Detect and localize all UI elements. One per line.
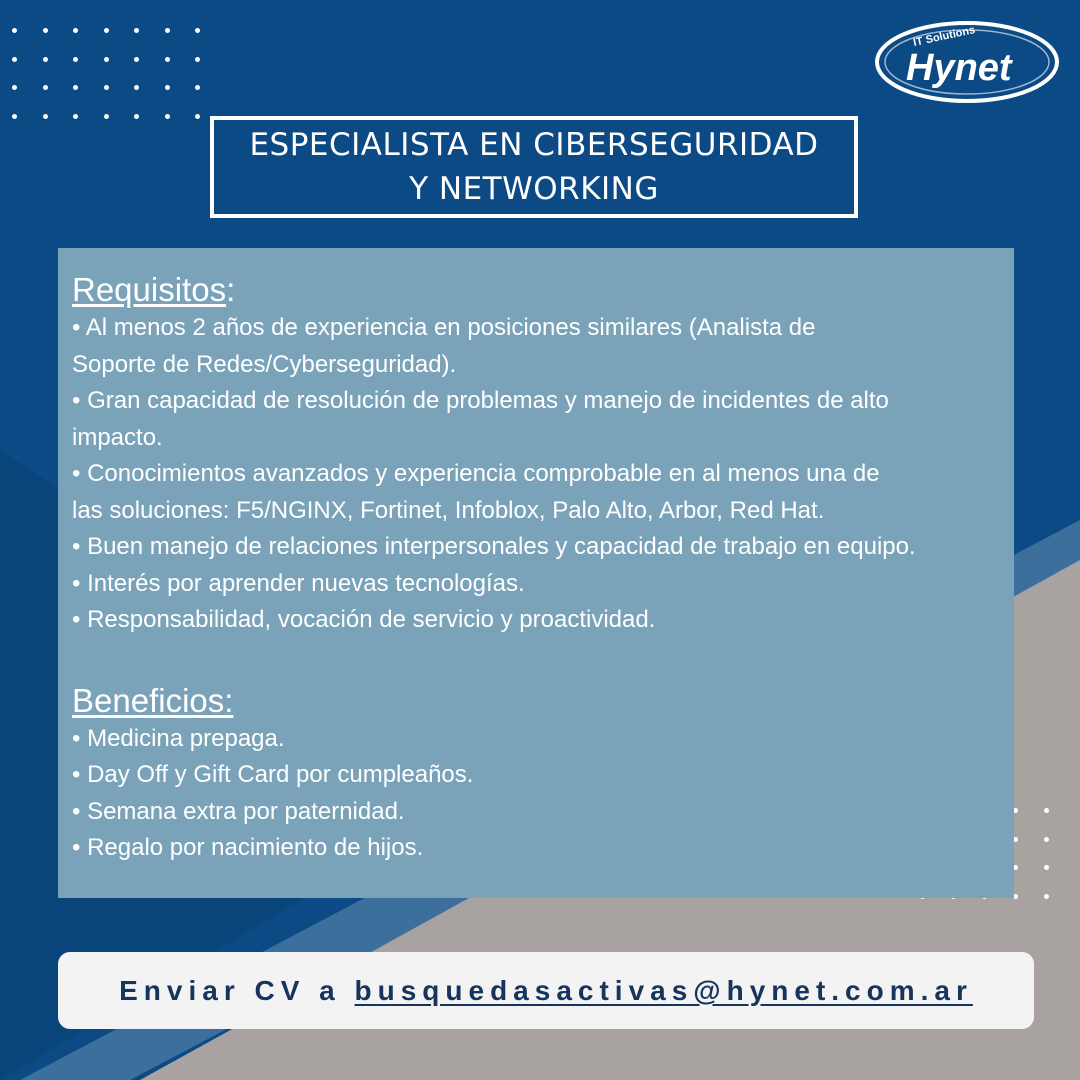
list-item: • Medicina prepaga. <box>72 724 285 752</box>
beneficios-heading-text: Beneficios: <box>72 681 234 719</box>
logo-brand-text: Hynet <box>906 47 1012 89</box>
beneficios-heading <box>72 681 1000 721</box>
email-link[interactable]: busquedasactivas@hynet.com.ar <box>354 974 973 1006</box>
send-cv-banner <box>58 952 1034 1029</box>
list-item: las soluciones: F5/NGINX, Fortinet, Infoblox, Palo Alto, Arbor, Red Hat. <box>72 496 825 524</box>
beneficios-list <box>72 721 1000 867</box>
list-item: • Al menos 2 años de experiencia en posiciones similares (Analista de <box>72 314 816 341</box>
list-item: • Conocimientos avanzados y experiencia comprobable en al menos una de <box>72 460 880 487</box>
title-line-1: ESPECIALISTA EN CIBERSEGURIDAD <box>249 127 819 163</box>
list-item: impacto. <box>72 423 163 451</box>
cta-prefix: Enviar CV a <box>119 974 355 1006</box>
requisitos-heading-colon: : <box>226 271 236 308</box>
content-panel <box>58 248 1014 898</box>
title-line-2: Y NETWORKING <box>409 171 659 207</box>
page-title <box>249 123 818 211</box>
requisitos-heading <box>72 270 1000 310</box>
list-item: • Responsabilidad, vocación de servicio y proactividad. <box>72 606 656 633</box>
list-item: Soporte de Redes/Cyberseguridad). <box>72 350 457 378</box>
list-item: • Day Off y Gift Card por cumpleaños. <box>72 761 474 788</box>
list-item: • Buen manejo de relaciones interpersonales y capacidad de trabajo en equipo. <box>72 533 916 560</box>
list-item: • Gran capacidad de resolución de problemas y manejo de incidentes de alto <box>72 387 889 414</box>
list-item: • Interés por aprender nuevas tecnologías. <box>72 569 525 597</box>
section-gap <box>72 639 1000 681</box>
hynet-logo <box>872 18 1062 106</box>
list-item: • Regalo por nacimiento de hijos. <box>72 834 424 861</box>
requisitos-list <box>72 310 1000 639</box>
logo-small-text: IT Solutions <box>912 24 977 49</box>
list-item: • Semana extra por paternidad. <box>72 797 405 825</box>
decorative-dots-top-left <box>12 28 226 142</box>
requisitos-heading-text: Requisitos <box>72 271 227 308</box>
title-box <box>210 116 858 218</box>
